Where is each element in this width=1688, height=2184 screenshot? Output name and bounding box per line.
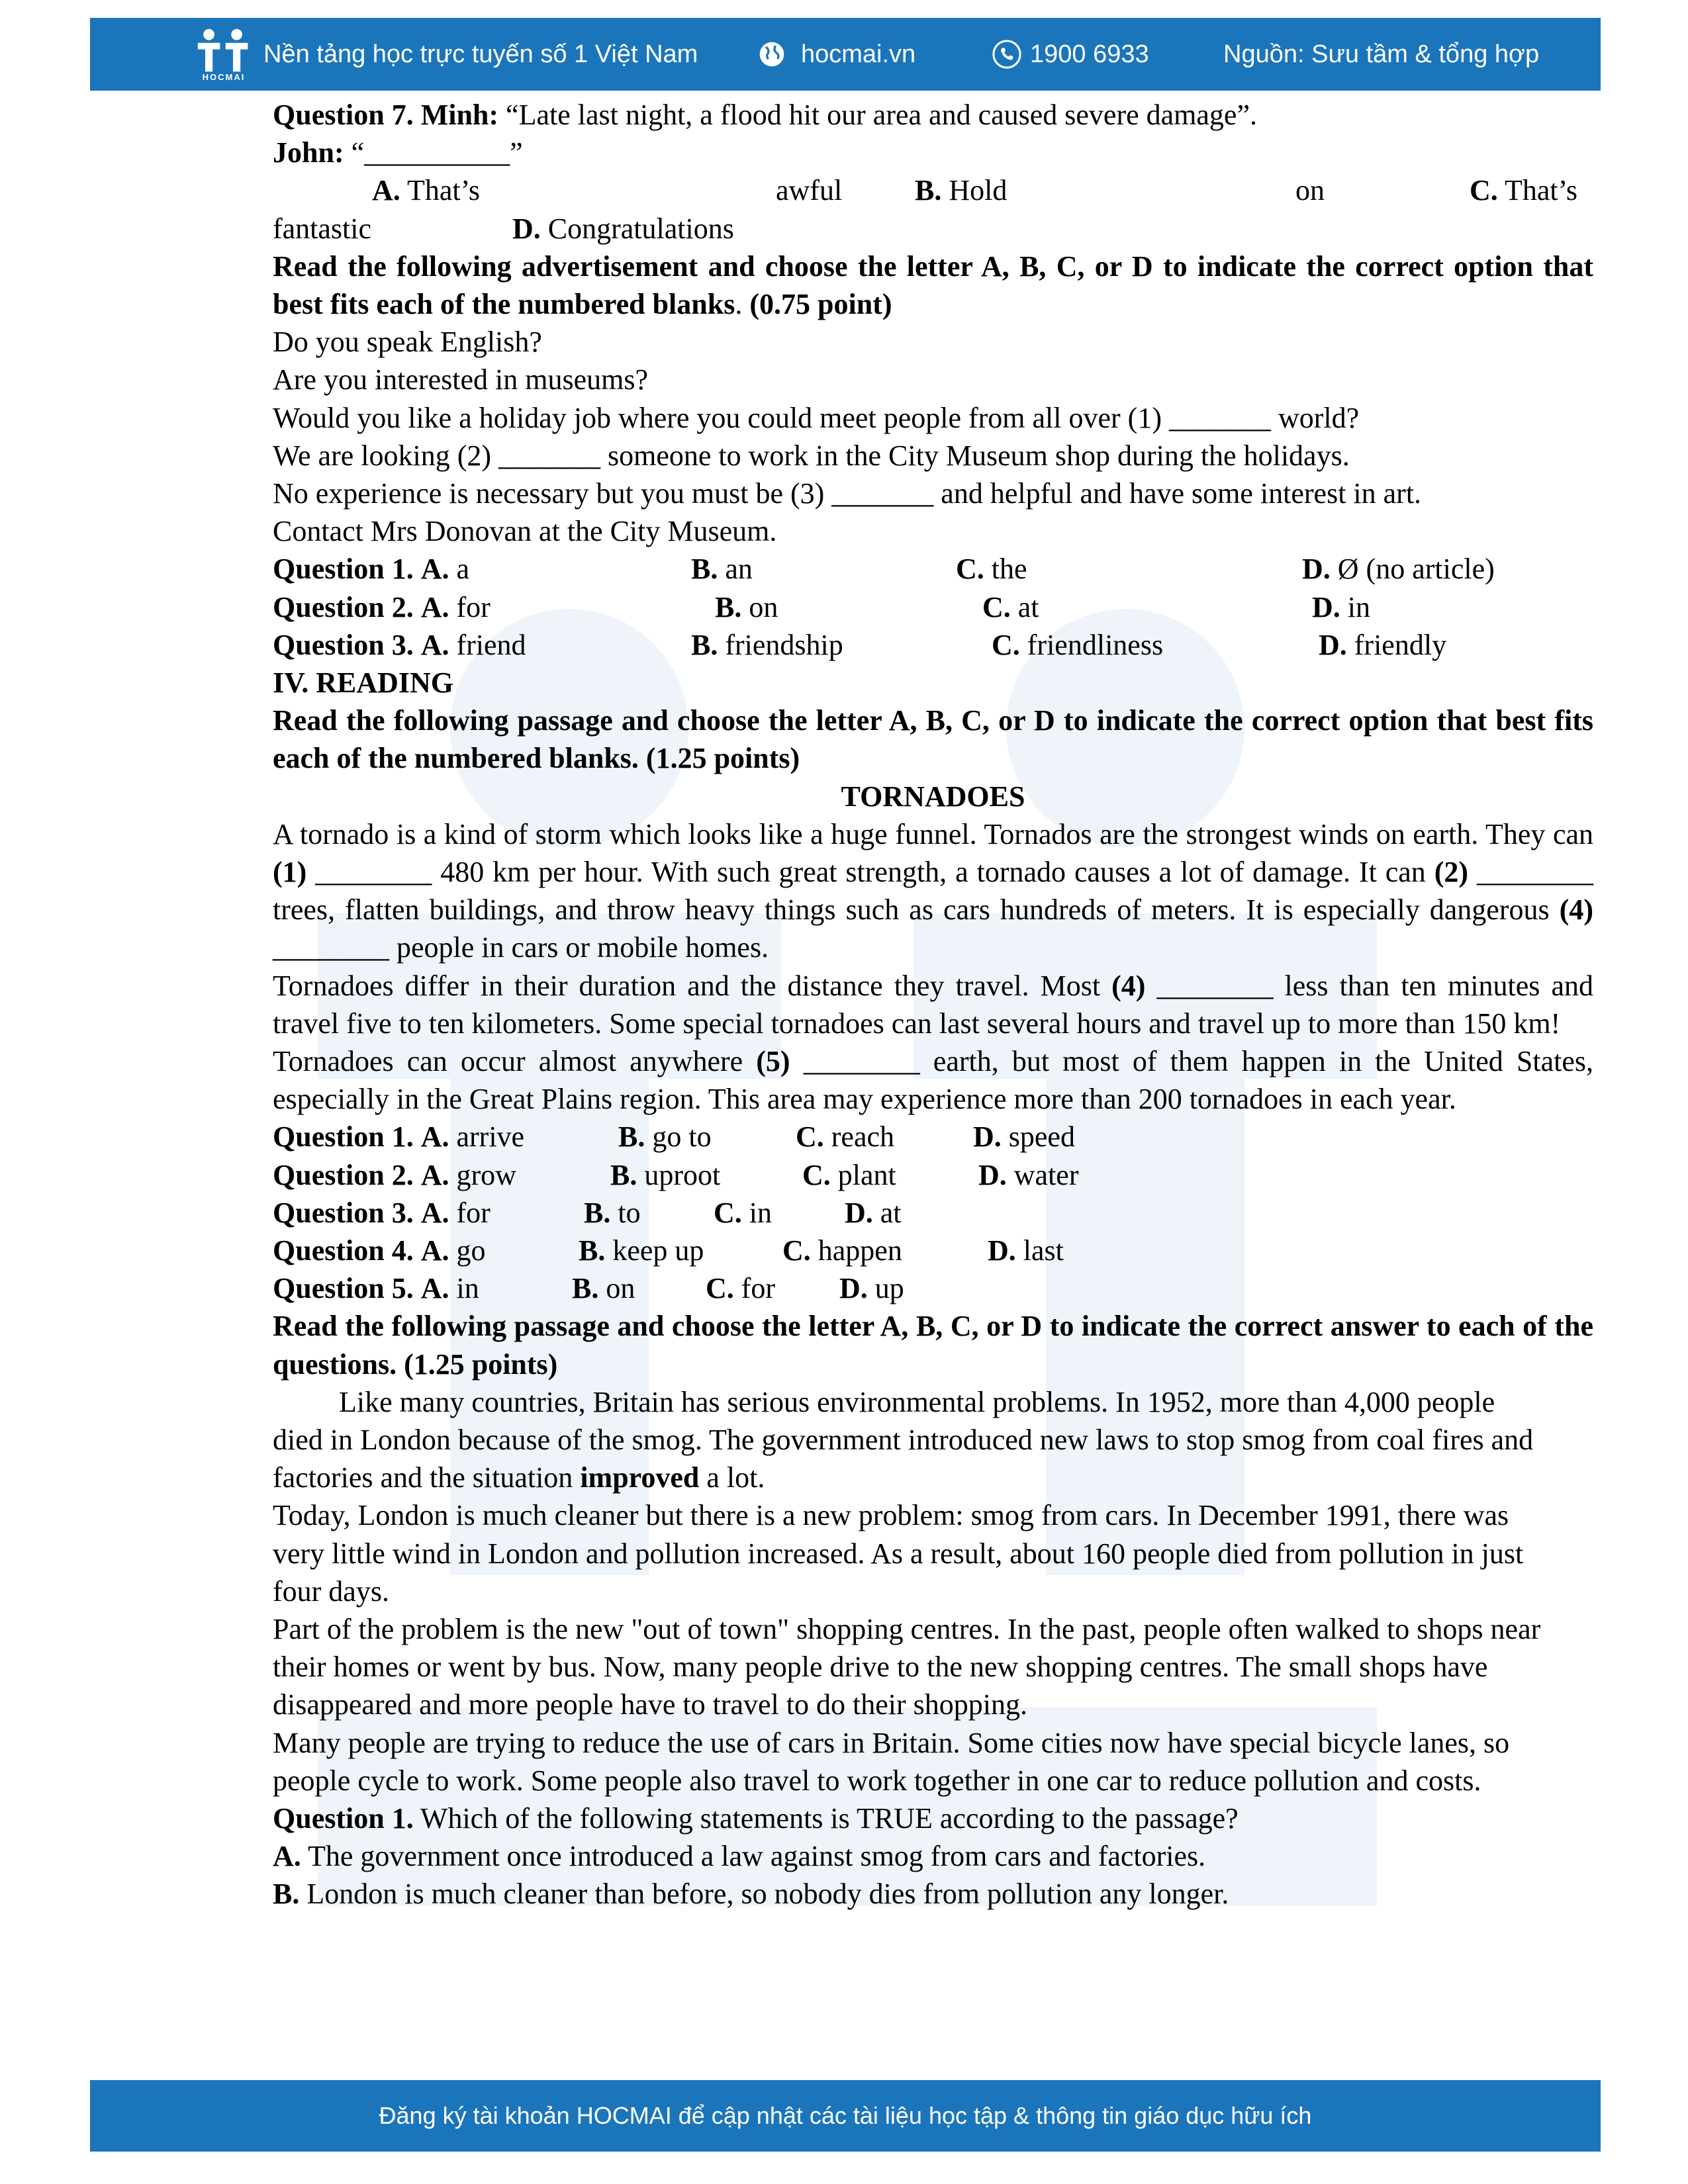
q7-label: Question 7. Minh: — [273, 99, 499, 131]
q7-john-label: John: — [273, 136, 344, 169]
q7-text: “Late last night, a flood hit our area and caused severe damage”. — [498, 99, 1257, 131]
option-a: arrive — [456, 1120, 525, 1154]
logo-text: HOCMAI — [202, 72, 246, 82]
phone-link[interactable] — [992, 18, 1149, 91]
question-label: Question 1. — [273, 1801, 414, 1835]
phone-icon — [992, 39, 1022, 69]
question-label: Question 3. — [273, 1196, 414, 1229]
ad-line: We are looking (2) _______ someone to work in the City Museum shop during the holidays. — [273, 439, 1350, 472]
hocmai-logo-icon — [196, 27, 252, 73]
footer-bar[interactable] — [90, 2080, 1601, 2152]
source-text: Nguồn: Sưu tầm & tổng hợp — [1223, 40, 1540, 68]
document-body — [273, 96, 1593, 1913]
section-heading: IV. READING — [273, 666, 454, 699]
q7-option-a-cont: awful — [776, 174, 843, 207]
question-label: Question 2. — [273, 1158, 414, 1191]
option-b: on — [606, 1272, 635, 1305]
passage-paragraph: A tornado is a kind of storm which looks like a huge funnel. Tornados are the strongest winds on earth. They can (1) ________ 480 km per hour. With such great strength, a tornado causes a lot of damage. It can (2) ________ trees, flatten buildings, and throw heavy things such as cars hundreds of meters. It is especially dangerous (4) ________ people in cars or mobile homes. — [273, 817, 1594, 964]
passage2-paragraph: Today, London is much cleaner but there is a new problem: smog from cars. In December 1991, there was very little wind in London and pollution increased. As a result, about 160 people died from pollution in just four days. — [273, 1499, 1524, 1608]
website-link[interactable] — [757, 18, 915, 91]
passage-paragraph: Tornadoes differ in their duration and the distance they travel. Most (4) ________ less than ten minutes and travel five to ten kilometers. Some special tornadoes can last several hours and travel up to more than 150 km! — [273, 969, 1593, 1040]
ad-line: Contact Mrs Donovan at the City Museum. — [273, 515, 777, 548]
option-d: last — [1023, 1234, 1064, 1267]
option-a: in — [456, 1272, 479, 1305]
option-d: friendly — [1354, 628, 1447, 661]
q7-option-b-cont: on — [1295, 174, 1325, 207]
header-bar — [90, 18, 1601, 91]
q7-line — [273, 96, 1593, 134]
question-label: Question 1. — [273, 553, 414, 586]
option-b: friendship — [725, 628, 843, 661]
option-b: to — [618, 1196, 641, 1229]
ad-instruction: Read the following advertisement and choose the letter A, B, C, or D to indicate the correct option that best fits each of the numbered blanks. (0.75 point) — [273, 250, 1593, 320]
option-c: in — [749, 1196, 773, 1229]
option-b: on — [749, 590, 778, 623]
question-label: Question 4. — [273, 1234, 414, 1267]
option-d: in — [1347, 590, 1371, 623]
globe-icon — [757, 40, 786, 69]
option-d: water — [1013, 1158, 1079, 1191]
passage2-paragraph: Many people are trying to reduce the use of cars in Britain. Some cities now have special bicycle lanes, so people cycle to work. Some people also travel to work together in one car to reduce pollution and costs. — [273, 1726, 1510, 1797]
ad-question-2: Question 2. A. for B. on C. at D. in — [273, 590, 1371, 623]
passage2-question-1: Question 1. Which of the following statements is TRUE according to the passage? — [273, 1801, 1239, 1835]
option-a: grow — [456, 1158, 516, 1191]
ad-line: No experience is necessary but you must be (3) _______ and helpful and have some interest in art. — [273, 477, 1422, 510]
option-a: a — [456, 553, 470, 586]
question-label: Question 1. — [273, 1120, 414, 1154]
hocmai-logo[interactable] — [196, 27, 252, 83]
reading-question-3: Question 3. A. for B. to C. in D. at — [273, 1196, 902, 1229]
phone-text: 1900 6933 — [1030, 40, 1149, 68]
option-d: Ø (no article) — [1337, 553, 1495, 586]
reading-question-5: Question 5. A. in B. on C. for D. up — [273, 1272, 904, 1305]
q7-option-d: D. Congratulations — [512, 212, 734, 245]
option-a: friend — [456, 628, 526, 661]
ad-question-3: Question 3. A. friend B. friendship C. friendliness D. friendly — [273, 628, 1447, 661]
passage2-instruction: Read the following passage and choose the letter A, B, C, or D to indicate the correct answer to each of the questions. (1.25 points) — [273, 1310, 1593, 1381]
option-c: for — [741, 1272, 776, 1305]
option-b: keep up — [612, 1234, 704, 1267]
option-b: go to — [652, 1120, 712, 1154]
option-a: go — [456, 1234, 486, 1267]
question-label: Question 2. — [273, 590, 414, 623]
option-b: uproot — [644, 1158, 721, 1191]
q7-option-a: A. That’s — [372, 174, 480, 207]
ad-question-1: Question 1. A. a B. an C. the D. Ø (no article) — [273, 553, 1495, 586]
passage2-option-a: A. The government once introduced a law against smog from cars and factories. — [273, 1840, 1206, 1873]
q7-option-c-cont: fantastic — [273, 212, 372, 245]
option-c: at — [1017, 590, 1039, 623]
question-label: Question 5. — [273, 1272, 414, 1305]
passage-title: TORNADOES — [841, 780, 1025, 813]
passage2-option-b: B. London is much cleaner than before, so nobody dies from pollution any longer. — [273, 1878, 1229, 1911]
q7-option-c: C. That’s — [1470, 174, 1577, 207]
q7-john-text: “__________” — [344, 136, 523, 169]
q7-options-row1 — [273, 171, 1593, 209]
q7-john-line — [273, 134, 1593, 171]
option-c: reach — [831, 1120, 895, 1154]
passage2-paragraph: Like many countries, Britain has serious environmental problems. In 1952, more than 4,000 people died in London because of the smog. The government introduced new laws to stop smog from coal fires and factories and the situation improved a lot. — [273, 1385, 1534, 1494]
option-d: speed — [1008, 1120, 1075, 1154]
option-c: happen — [818, 1234, 902, 1267]
slogan: Nền tảng học trực tuyến số 1 Việt Nam — [263, 40, 698, 68]
passage-paragraph: Tornadoes can occur almost anywhere (5) ________ earth, but most of them happen in the United States, especially in the Great Plains region. This area may experience more than 200 tornadoes in each year. — [273, 1045, 1593, 1116]
reading-question-2: Question 2. A. grow B. uproot C. plant D. water — [273, 1158, 1079, 1191]
option-c: friendliness — [1027, 628, 1164, 661]
website-text: hocmai.vn — [801, 40, 916, 68]
ad-line: Are you interested in museums? — [273, 363, 648, 396]
option-c: the — [991, 553, 1027, 586]
option-d: up — [874, 1272, 904, 1305]
footer-text: Đăng ký tài khoản HOCMAI để cập nhật các tài liệu học tập & thông tin giáo dục hữu ích — [379, 2102, 1312, 2129]
q7-options-row2 — [273, 210, 1593, 248]
reading-instruction: Read the following passage and choose the letter A, B, C, or D to indicate the correct option that best fits each of the numbered blanks. (1.25 points) — [273, 704, 1593, 775]
passage2-paragraph: Part of the problem is the new "out of town" shopping centres. In the past, people often walked to shops near their homes or went by bus. Now, many people drive to the new shopping centres. The small shops have disappeared and more people have to travel to do their shopping. — [273, 1612, 1541, 1721]
q7-option-b: B. Hold — [915, 174, 1008, 207]
ad-line: Do you speak English? — [273, 326, 542, 359]
option-a: for — [456, 1196, 491, 1229]
question-label: Question 3. — [273, 628, 414, 661]
option-b: an — [725, 553, 753, 586]
reading-question-4: Question 4. A. go B. keep up C. happen D. last — [273, 1234, 1064, 1267]
reading-question-1: Question 1. A. arrive B. go to C. reach D. speed — [273, 1120, 1075, 1154]
option-d: at — [880, 1196, 902, 1229]
ad-line: Would you like a holiday job where you could meet people from all over (1) _______ world? — [273, 401, 1360, 434]
option-a: for — [456, 590, 491, 623]
option-c: plant — [837, 1158, 896, 1191]
